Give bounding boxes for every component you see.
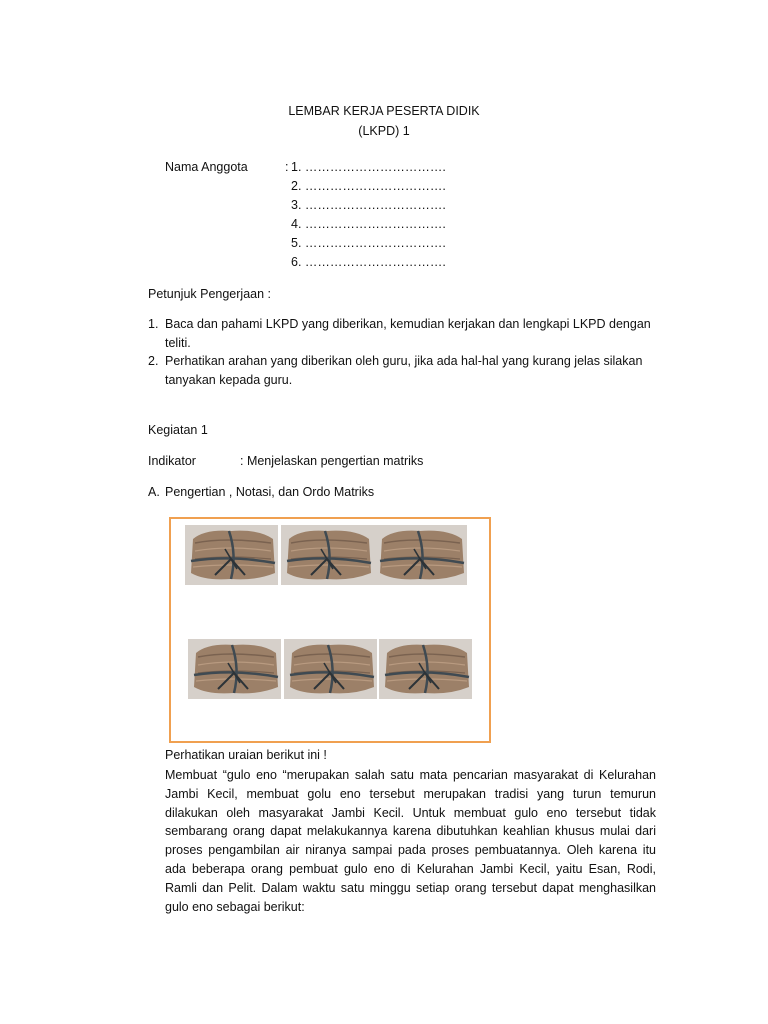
passage-line: Membuat “gulo eno “merupakan salah satu mata pencarian masyarakat di Kelurahan (165, 768, 656, 782)
instruction-number: 2. (148, 354, 159, 368)
member-blank: ……………………………. (304, 160, 446, 174)
activity-title: Kegiatan 1 (148, 423, 208, 437)
member-entry (291, 198, 446, 212)
member-number: 2. (291, 179, 302, 193)
document-subtitle: (LKPD) 1 (358, 124, 410, 138)
member-number: 3. (291, 198, 302, 212)
member-entry (291, 179, 446, 193)
gulo-eno-package-photo (374, 525, 467, 585)
member-number: 6. (291, 255, 302, 269)
member-entry (291, 217, 446, 231)
figure-frame (169, 517, 491, 743)
member-number: 4. (291, 217, 302, 231)
document-title: LEMBAR KERJA PESERTA DIDIK (288, 104, 480, 118)
member-entry (291, 255, 446, 269)
passage-line: ada beberapa orang pembuat gulo eno di Kelurahan Jambi Kecil, yaitu Esan, Rodi, (165, 861, 656, 876)
package-illustration (374, 525, 467, 585)
instruction-text: Baca dan pahami LKPD yang diberikan, kemudian kerjakan dan lengkapi LKPD dengan (165, 317, 651, 331)
package-illustration (284, 639, 377, 699)
instruction-text-continued: tanyakan kepada guru. (165, 373, 293, 387)
passage-body (165, 766, 656, 916)
package-illustration (185, 525, 278, 585)
gulo-eno-package-photo (185, 525, 278, 585)
members-separator: : (285, 160, 289, 174)
members-label: Nama Anggota (165, 160, 248, 174)
section-title: Pengertian , Notasi, dan Ordo Matriks (165, 485, 375, 499)
instructions-heading: Petunjuk Pengerjaan : (148, 287, 272, 301)
member-number: 1. (291, 160, 302, 174)
member-blank: ……………………………. (304, 198, 446, 212)
member-entry (291, 236, 446, 250)
package-illustration (281, 525, 374, 585)
package-illustration (188, 639, 281, 699)
member-blank: ……………………………. (304, 179, 446, 193)
instruction-number: 1. (148, 317, 159, 331)
passage-line: sembarang orang dapat melakukannya karena dibutuhkan keahlian khusus mulai dari (165, 824, 656, 839)
passage-line: dilakukan oleh masyarakat Jambi Kecil. Untuk membuat gulo eno tersebut tidak (165, 805, 656, 820)
package-illustration (379, 639, 472, 699)
indicator-label: Indikator (148, 454, 196, 468)
gulo-eno-package-photo (281, 525, 374, 585)
indicator-value: : Menjelaskan pengertian matriks (240, 454, 424, 468)
passage-line: Jambi Kecil, membuat golu eno tersebut merupakan tradisi yang turun temurun (165, 786, 656, 801)
passage-line: proses pengambilan air niranya sampai pada proses pembuatannya. Oleh karena itu (165, 843, 656, 858)
member-entry (291, 160, 446, 174)
member-number: 5. (291, 236, 302, 250)
passage-line: Ramli dan Pelit. Dalam waktu satu minggu setiap orang tersebut dapat menghasilkan (165, 880, 656, 895)
passage-lead: Perhatikan uraian berikut ini ! (165, 748, 327, 762)
member-blank: ……………………………. (304, 236, 446, 250)
instruction-text: Perhatikan arahan yang diberikan oleh guru, jika ada hal-hal yang kurang jelas silakan (165, 354, 643, 368)
gulo-eno-package-photo (284, 639, 377, 699)
member-blank: ……………………………. (304, 217, 446, 231)
member-blank: ……………………………. (304, 255, 446, 269)
gulo-eno-package-photo (379, 639, 472, 699)
section-letter: A. (148, 485, 160, 499)
passage-line: gulo eno sebagai berikut: (165, 899, 305, 914)
gulo-eno-package-photo (188, 639, 281, 699)
instruction-text-continued: teliti. (165, 336, 191, 350)
